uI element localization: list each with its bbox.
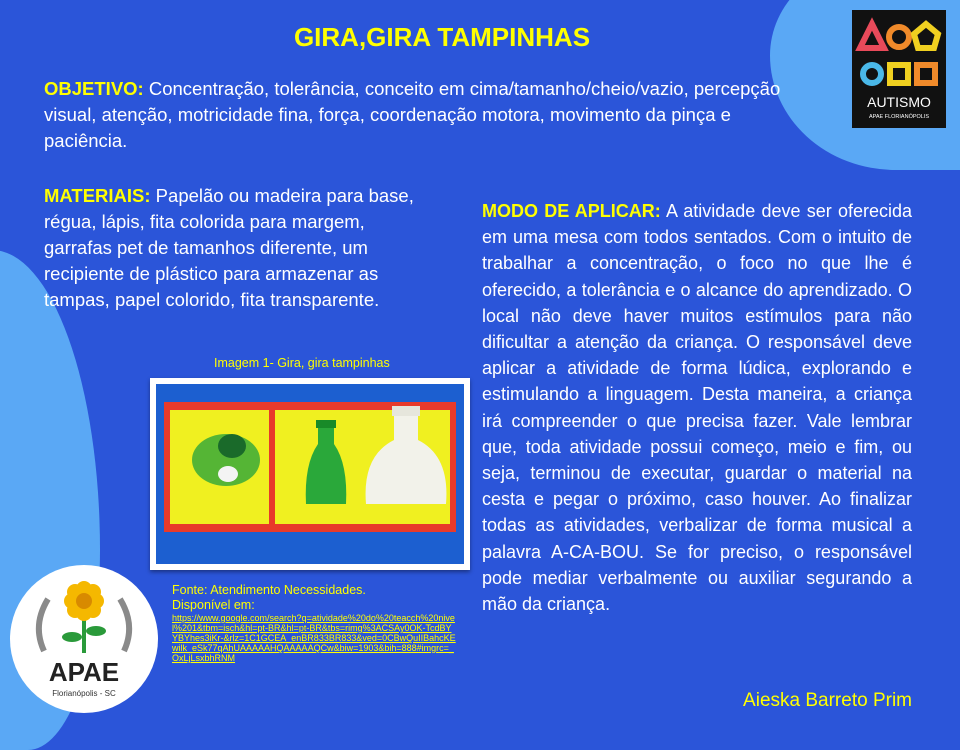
modo-text: A atividade deve ser oferecida em uma mesa com todos sentados. Com o intuito de trabalhar a concentração, o foco no que lhe é oferecido, a tolerância e o alcance do aprendizado. O local não deve haver muitos estímulos para não dificultar a atenção da criança. O responsável deve aplicar a atividade de forma lúdica, explorando e estimulando a linguagem. Desta maneira, a criança irá compreender o que precisa fazer. Vale lembrar que, toda atividade possui começo, meio e fim, ou seja, terminou de executar, guardar o material na cesta e pegar o próximo, caso houver. Ao finalizar todas as atividades, verbalizar de forma musical a palavra A-CA-BOU. Se for preciso, o responsável pode mediar verbalmente ou auxiliar segurando a mão da criança. (482, 201, 912, 615)
objetivo-text: Concentração, tolerância, conceito em cima/tamanho/cheio/vazio, percepção visual, atenção, motricidade fina, força, coordenação motora, movimento da pinça e paciência. (44, 78, 781, 151)
author-name: Aieska Barreto Prim (743, 690, 912, 711)
flower-hands-icon (10, 565, 158, 657)
autismo-logo-sub: APAE FLORIANÓPOLIS (868, 114, 930, 120)
source-line2: Disponível em: (172, 598, 255, 612)
objetivo-label: OBJETIVO: (44, 78, 144, 99)
apae-logo-text: APAE (48, 657, 120, 687)
source-link[interactable]: https://www.google.com/search?q=atividade%20do%20teacch%20nivel%201&tbm=isch&hl=pt-BR&hl=pt-BR&tbs=rimg%3ACSAy0OK-TcdBYYBYhes3iKr-&rlz=1C1GCEA_enBR833BR833&ved=0CBwQuIIBahcKEwilk_eSk77qAhUAAAAAHQAAAAAQCw&biw=1903&bih=888#imgrc=_OxLjLsxbhRNM (172, 613, 456, 663)
materiais-section (44, 183, 424, 313)
autismo-logo (852, 10, 946, 128)
activity-photo (150, 378, 470, 570)
source-line1: Fonte: Atendimento Necessidades. (172, 583, 366, 597)
image-caption: Imagem 1- Gira, gira tampinhas (214, 356, 390, 370)
materiais-label: MATERIAIS: (44, 185, 151, 206)
apae-logo (10, 565, 158, 713)
modo-section (482, 198, 912, 617)
autismo-logo-text: AUTISMO (867, 94, 931, 110)
page-title: GIRA,GIRA TAMPINHAS (293, 22, 591, 52)
objetivo-section (44, 76, 804, 154)
autismo-shapes-icon (852, 10, 946, 94)
apae-logo-city: Florianópolis - SC (52, 689, 116, 698)
modo-label: MODO DE APLICAR: (482, 201, 661, 221)
activity-board-illustration (156, 384, 464, 564)
materiais-text: Papelão ou madeira para base, régua, lápis, fita colorida para margem, garrafas pet de tamanhos diferente, um recipiente de plástico para armazenar as tampas, papel colorido, fita transparente. (44, 185, 414, 310)
source-block (172, 583, 462, 663)
